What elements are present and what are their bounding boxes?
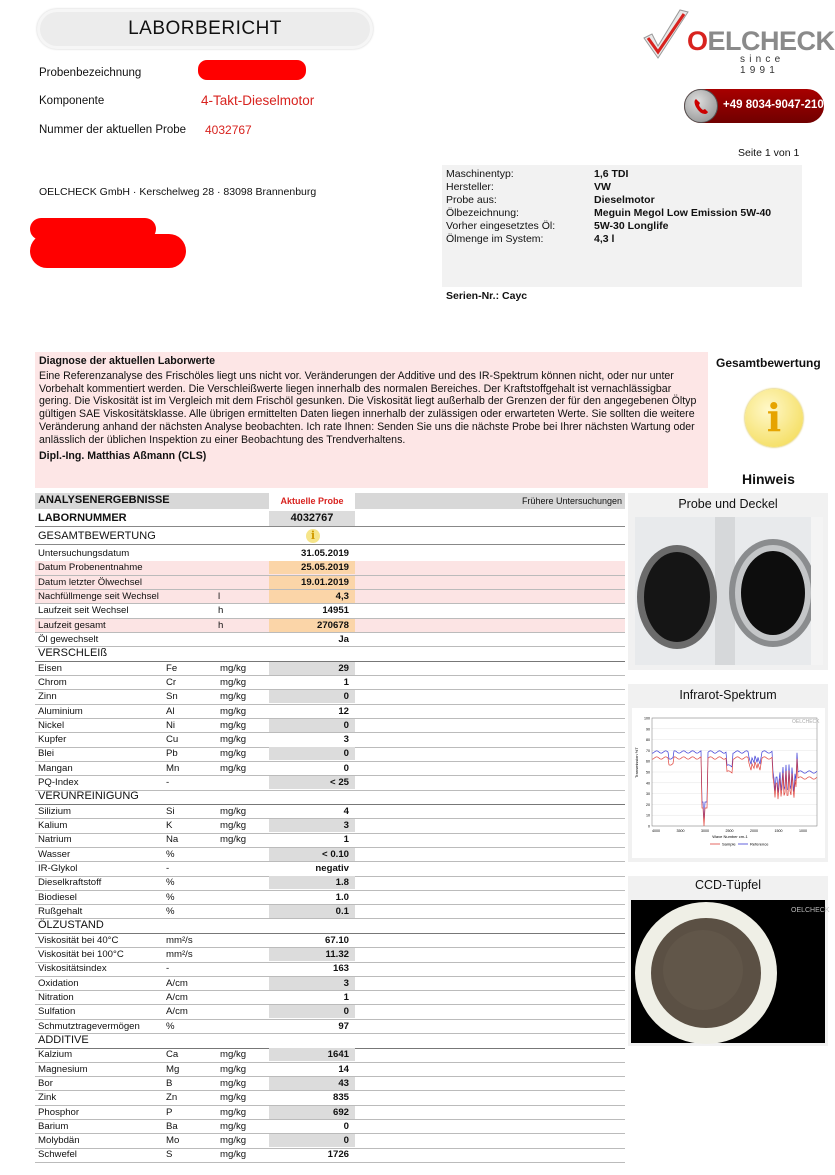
result-unit: mg/kg: [220, 734, 247, 746]
result-name: Zink: [38, 1092, 57, 1104]
result-row: [35, 891, 625, 906]
result-symbol: %: [166, 848, 175, 860]
result-value: 1.0: [335, 891, 349, 903]
result-unit: mg/kg: [220, 705, 247, 717]
ir-ytick: 80: [646, 738, 650, 743]
diagnosis-signature: Dipl.-Ing. Matthias Aßmann (CLS): [39, 449, 207, 462]
result-symbol: K: [166, 820, 173, 832]
diagnosis-title: Diagnose der aktuellen Laborwerte: [39, 355, 216, 367]
result-unit: mg/kg: [220, 1106, 247, 1118]
result-symbol: Si: [166, 805, 175, 817]
result-row: [35, 1148, 625, 1163]
result-value: 0: [269, 1005, 355, 1018]
machine-value: Meguin Megol Low Emission 5W-40: [594, 206, 772, 219]
report-title: LABORBERICHT: [128, 18, 282, 39]
machine-value: 5W-30 Longlife: [594, 219, 669, 232]
result-value: 0: [269, 1134, 355, 1147]
result-name: Öl gewechselt: [38, 633, 99, 645]
result-section-title: ADDITIVE: [38, 1033, 89, 1046]
result-value: 25.05.2019: [269, 561, 355, 574]
diagnosis-box: [35, 352, 708, 488]
redacted-sample-name: [198, 60, 306, 80]
result-name: Laufzeit seit Wechsel: [38, 605, 129, 617]
result-value: 31.05.2019: [300, 548, 349, 559]
result-symbol: Ni: [166, 719, 176, 731]
result-section-header: [35, 1034, 625, 1049]
ir-ytick: 20: [646, 802, 650, 807]
result-symbol: Mo: [166, 1135, 180, 1147]
info-icon: i: [745, 389, 803, 447]
result-name: Wasser: [38, 848, 71, 860]
result-name: Untersuchungsdatum: [38, 548, 130, 559]
result-row: [35, 848, 625, 863]
ir-xtick: 1000: [799, 829, 807, 833]
result-name: Aluminium: [38, 705, 83, 717]
labnr-label: LABORNUMMER: [38, 512, 127, 524]
result-symbol: Mg: [166, 1063, 180, 1075]
serial-number: Serien-Nr.: Cayc: [446, 290, 528, 302]
labnr-value: 4032767: [269, 511, 355, 526]
result-name: Datum letzter Ölwechsel: [38, 576, 142, 588]
result-row: [35, 719, 625, 734]
result-name: Viskosität bei 40°C: [38, 934, 119, 946]
ir-xtick: 2500: [725, 829, 734, 833]
result-name: Kalium: [38, 820, 68, 832]
results-header: [35, 493, 625, 509]
machine-row: [446, 168, 771, 181]
result-symbol: %: [166, 905, 175, 917]
logo-wordmark: OELCHECK: [687, 26, 835, 56]
result-value: 0: [269, 719, 355, 732]
result-row: [35, 733, 625, 748]
result-unit: mg/kg: [220, 719, 247, 731]
result-row: [35, 776, 625, 791]
result-name: Sulfation: [38, 1006, 76, 1018]
ir-chart: [632, 708, 825, 858]
oelcheck-logo: [640, 8, 835, 76]
result-name: Datum Probenentnahme: [38, 562, 143, 574]
ir-watermark: OELCHECK: [792, 719, 820, 725]
result-value: 14: [338, 1063, 349, 1075]
machine-value: 4,3 l: [594, 232, 615, 245]
result-name: Oxidation: [38, 977, 79, 989]
result-value: 3: [343, 734, 349, 746]
photo-panel-title: Probe und Deckel: [678, 497, 778, 511]
results-header-label: ANALYSENERGEBNISSE: [38, 494, 170, 506]
result-row: [35, 676, 625, 691]
result-value: 4,3: [269, 590, 355, 603]
result-value: 12: [338, 705, 349, 717]
ir-ytick: 30: [646, 792, 650, 797]
logo-since: since 1991: [740, 54, 785, 76]
sample-photo: [635, 517, 823, 665]
result-value: 1641: [269, 1048, 355, 1061]
result-row: [35, 690, 625, 705]
result-name: Kupfer: [38, 734, 67, 746]
result-row: [35, 977, 625, 992]
result-value: 1: [343, 991, 349, 1003]
result-name: Bor: [38, 1077, 53, 1089]
probe-nummer-label: Nummer der aktuellen Probe: [39, 124, 187, 136]
ir-xtick: 3500: [676, 829, 685, 833]
result-value: 835: [332, 1092, 349, 1104]
result-name: Kalzium: [38, 1049, 73, 1061]
komponente-label: Komponente: [39, 95, 105, 107]
ccd-spot-image: [631, 900, 830, 1043]
ir-ytick: 70: [646, 748, 650, 753]
probe-nummer-value: 4032767: [205, 123, 252, 137]
result-row: [35, 876, 625, 891]
probenbezeichnung-label: Probenbezeichnung: [39, 67, 142, 79]
result-value: Ja: [338, 633, 349, 645]
ir-ytick: 90: [646, 727, 650, 732]
result-row: [35, 1063, 625, 1078]
machine-info-box: [442, 165, 802, 287]
result-row: [35, 991, 625, 1006]
ir-ytick: 60: [646, 759, 650, 764]
result-row: [35, 762, 625, 777]
result-name: PQ-Index: [38, 777, 79, 788]
result-symbol: P: [166, 1106, 173, 1118]
result-name: Zinn: [38, 691, 57, 703]
ir-ytick: 0: [648, 824, 650, 829]
result-symbol: Zn: [166, 1092, 178, 1104]
result-symbol: Cr: [166, 676, 177, 688]
ir-ytick: 10: [646, 813, 650, 818]
result-unit: mg/kg: [220, 1063, 247, 1075]
result-symbol: Cu: [166, 734, 179, 746]
result-symbol: mm²/s: [166, 949, 193, 960]
phone-badge[interactable]: [684, 89, 824, 123]
ir-panel-title: Infrarot-Spektrum: [679, 688, 777, 702]
result-symbol: Na: [166, 834, 179, 846]
result-row: [35, 619, 625, 634]
earlier-tests-label: Frühere Untersuchungen: [521, 496, 622, 506]
result-row: [35, 747, 625, 762]
result-row: [35, 1077, 625, 1092]
result-section-header: [35, 790, 625, 805]
result-unit: mg/kg: [220, 1077, 247, 1089]
result-unit: mg/kg: [220, 834, 247, 846]
result-value: 67.10: [324, 934, 349, 946]
result-name: Schmutztragevermögen: [38, 1020, 140, 1032]
machine-row: [446, 181, 771, 194]
result-row: [35, 934, 625, 949]
result-symbol: %: [166, 1020, 175, 1032]
result-symbol: -: [166, 863, 170, 874]
result-symbol: A/cm: [166, 977, 188, 989]
machine-key: Vorher eingesetztes Öl:: [446, 219, 556, 232]
result-symbol: %: [166, 877, 175, 889]
page-info: Seite 1 von 1: [738, 147, 800, 159]
result-value: < 0.10: [269, 848, 355, 861]
result-row: [35, 948, 625, 963]
result-name: Chrom: [38, 676, 67, 688]
gesamt-row: [35, 529, 625, 545]
result-name: Viskositätsindex: [38, 963, 107, 975]
ir-xtick: 3000: [701, 829, 709, 833]
result-row: [35, 1106, 625, 1121]
gesamt-info-icon: i: [306, 529, 320, 543]
result-value: 97: [338, 1020, 349, 1032]
result-symbol: Ba: [166, 1120, 178, 1132]
result-value: 19.01.2019: [269, 576, 355, 589]
ir-xtick: 4000: [652, 829, 660, 833]
ir-xtick: 2000: [750, 829, 758, 833]
result-symbol: Ca: [166, 1049, 179, 1061]
result-section-title: VERSCHLEIß: [38, 647, 108, 660]
ir-ylabel: Transmission %T: [634, 747, 639, 778]
machine-key: Ölbezeichnung:: [446, 206, 519, 219]
lab-address: OELCHECK GmbH · Kerschelweg 28 · 83098 Brannenburg: [39, 186, 317, 198]
result-value: 0.1: [269, 905, 355, 918]
result-value: 43: [269, 1077, 355, 1090]
result-symbol: h: [218, 605, 224, 617]
result-symbol: S: [166, 1149, 173, 1161]
machine-key: Probe aus:: [446, 193, 497, 206]
result-symbol: A/cm: [166, 1006, 188, 1018]
ir-xlabel: Wave Number cm-1: [712, 834, 748, 839]
result-symbol: Pb: [166, 748, 178, 760]
checkmark-logo-icon: [640, 8, 692, 64]
result-symbol: Al: [166, 705, 175, 717]
result-value: 29: [269, 662, 355, 675]
result-value: 692: [269, 1106, 355, 1119]
ccd-panel-title: CCD-Tüpfel: [695, 878, 761, 892]
result-unit: mg/kg: [220, 1092, 247, 1104]
result-row: [35, 561, 625, 576]
report-title-box: [37, 9, 373, 49]
result-row: [35, 576, 625, 591]
machine-value: 1,6 TDI: [594, 168, 629, 180]
ir-legend-reference: Reference: [750, 841, 769, 847]
ir-ytick: 100: [644, 716, 650, 721]
result-unit: mg/kg: [220, 1149, 247, 1161]
result-symbol: -: [166, 963, 170, 975]
result-unit: mg/kg: [220, 1049, 247, 1061]
phone-number: +49 8034-9047-210: [723, 99, 824, 111]
result-name: Nachfüllmenge seit Wechsel: [38, 590, 159, 602]
result-value: 3: [269, 819, 355, 832]
result-name: IR-Glykol: [38, 863, 78, 874]
result-value: 14951: [322, 605, 349, 617]
result-name: Natrium: [38, 834, 72, 846]
result-row: [35, 805, 625, 820]
result-name: Molybdän: [38, 1135, 80, 1147]
result-value: 11.32: [269, 948, 355, 961]
result-row: [35, 1120, 625, 1135]
result-symbol: %: [166, 891, 175, 903]
result-name: Blei: [38, 748, 54, 760]
result-name: Nitration: [38, 991, 74, 1003]
redacted-address-2: [30, 234, 186, 268]
diagnosis-text: Eine Referenzanalyse des Frischöles liegt uns nicht vor. Veränderungen der Additive und des IR-Spektrum können nicht, oder nur unter Vorbehalt kommentiert werden. Die Verschleißwerte liegen innerhalb des normalen Bereiches. Der Kraftstoffgehalt ist vernachlässigbar gering. Die Viskosität ist im Vergleich mit dem Frischöl gesunken. Die Viskosität liegt außerhalb der Grenzen der für den angegebenen Öltyp gültigen SAE Viskositätsklasse. Alle übrigen ermittelten Daten liegen innerhalb der zulässigen oder erwarteten Werte. Sie sollten die weitere Veränderung anhand der nächsten Analyse beobachten. Ich rate Ihnen: Senden Sie uns die nächste Probe bei Ihrer nächsten Wartung oder anlässlich der üblichen Inspektion zu einer Beobachtung des Trendverhaltens.: [39, 369, 697, 446]
ir-ytick: 50: [646, 770, 650, 775]
gesamt-label: GESAMTBEWERTUNG: [38, 530, 156, 542]
result-value: 1: [343, 834, 349, 846]
result-symbol: mm²/s: [166, 934, 193, 946]
result-name: Eisen: [38, 662, 62, 674]
result-row: [35, 547, 625, 562]
result-row: [35, 905, 625, 920]
result-value: 4: [343, 805, 349, 817]
result-name: Barium: [38, 1120, 69, 1132]
machine-row: [446, 207, 771, 220]
overall-rating-status: Hinweis: [742, 471, 795, 487]
result-unit: mg/kg: [220, 662, 247, 674]
result-name: Viskosität bei 100°C: [38, 949, 124, 960]
machine-row: [446, 233, 771, 246]
ccd-panel: [628, 876, 828, 1046]
result-value: 1726: [327, 1149, 349, 1161]
result-value: 0: [343, 762, 349, 774]
result-unit: mg/kg: [220, 1120, 247, 1132]
result-row: [35, 962, 625, 977]
result-value: 270678: [269, 619, 355, 632]
machine-info-table: [446, 168, 771, 245]
machine-row: [446, 194, 771, 207]
result-value: 163: [332, 963, 349, 975]
result-unit: mg/kg: [220, 1135, 247, 1147]
result-row: [35, 819, 625, 834]
result-symbol: Fe: [166, 662, 178, 674]
result-unit: mg/kg: [220, 748, 247, 760]
komponente-value: 4-Takt-Dieselmotor: [201, 93, 315, 108]
ir-xtick: 1500: [774, 829, 783, 833]
result-symbol: -: [166, 777, 170, 788]
result-name: Dieselkraftstoff: [38, 877, 102, 889]
result-row: [35, 633, 625, 648]
result-row: [35, 1091, 625, 1106]
result-symbol: B: [166, 1077, 173, 1089]
result-row: [35, 590, 625, 605]
result-row: [35, 705, 625, 720]
ir-sample-line: [652, 757, 817, 826]
ir-ytick: 40: [646, 781, 650, 786]
result-name: Mangan: [38, 762, 73, 774]
result-symbol: Sn: [166, 691, 178, 703]
result-unit: mg/kg: [220, 820, 247, 832]
result-value: 1.8: [269, 876, 355, 889]
result-section-title: ÖLZUSTAND: [38, 919, 104, 932]
phone-icon: [684, 89, 718, 123]
result-value: 0: [269, 690, 355, 703]
machine-key: Ölmenge im System:: [446, 232, 544, 245]
machine-key: Maschinentyp:: [446, 168, 514, 180]
result-symbol: A/cm: [166, 991, 188, 1003]
result-row: [35, 662, 625, 677]
result-section-header: [35, 919, 625, 934]
result-symbol: l: [218, 590, 221, 602]
machine-value: VW: [594, 180, 611, 193]
result-value: 0: [269, 747, 355, 760]
machine-value: Dieselmotor: [594, 193, 655, 206]
current-sample-label: Aktuelle Probe: [269, 493, 355, 509]
overall-rating-title: Gesamtbewertung: [716, 356, 821, 370]
result-symbol: h: [218, 619, 224, 631]
result-name: Magnesium: [38, 1063, 88, 1075]
result-symbol: Mn: [166, 762, 180, 774]
result-unit: mg/kg: [220, 805, 247, 817]
result-name: Rußgehalt: [38, 905, 83, 917]
result-value: 3: [269, 977, 355, 990]
result-value: negativ: [315, 863, 349, 874]
labnr-row: [35, 511, 625, 527]
result-row: [35, 1020, 625, 1035]
svg-text:OELCHECK: OELCHECK: [791, 907, 830, 914]
result-row: [35, 862, 625, 877]
result-unit: mg/kg: [220, 691, 247, 703]
result-row: [35, 604, 625, 619]
result-unit: mg/kg: [220, 676, 247, 688]
result-value: 1: [343, 676, 349, 688]
ir-panel: [628, 684, 828, 862]
result-row: [35, 1134, 625, 1149]
result-name: Schwefel: [38, 1149, 77, 1161]
ir-reference-line: [652, 751, 817, 822]
result-value: < 25: [269, 776, 355, 789]
result-row: [35, 833, 625, 848]
result-name: Silizium: [38, 805, 72, 817]
result-section-header: [35, 647, 625, 662]
result-name: Biodiesel: [38, 891, 77, 903]
result-name: Laufzeit gesamt: [38, 619, 106, 631]
result-section-title: VERUNREINIGUNG: [38, 790, 139, 803]
result-name: Phosphor: [38, 1106, 80, 1118]
result-row: [35, 1048, 625, 1063]
ir-legend-sample: Sample: [722, 841, 736, 847]
machine-key: Hersteller:: [446, 180, 494, 193]
photo-panel: [628, 493, 828, 670]
result-unit: mg/kg: [220, 762, 247, 774]
result-name: Nickel: [38, 719, 65, 731]
machine-row: [446, 220, 771, 233]
result-value: 0: [343, 1120, 349, 1132]
result-row: [35, 1005, 625, 1020]
